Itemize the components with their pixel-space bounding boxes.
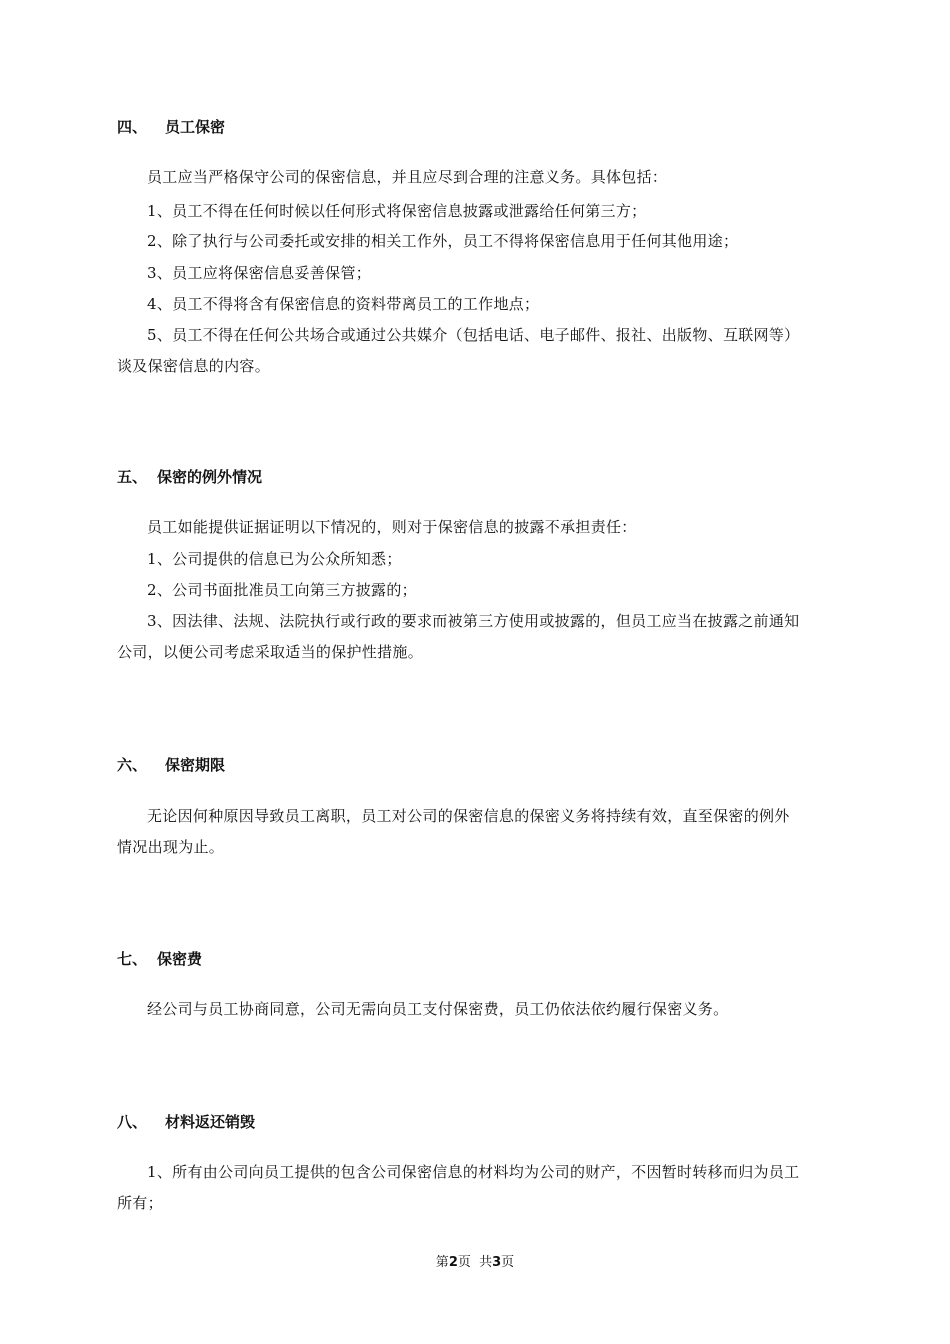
paragraph: 员工应当严格保守公司的保密信息，并且应尽到合理的注意义务。具体包括： [147, 168, 668, 186]
paragraph: 无论因何种原因导致员工离职，员工对公司的保密信息的保密义务将持续有效，直至保密的例外 [147, 807, 790, 825]
section-title: 材料返还销毁 [165, 1113, 256, 1131]
section-number: 七、 [117, 950, 148, 968]
page-footer [0, 1251, 950, 1270]
list-item-continuation: 所有； [117, 1194, 163, 1212]
section-heading-8 [117, 1111, 255, 1132]
list-item: 1、公司提供的信息已为公众所知悉； [147, 550, 402, 568]
list-item: 3、因法律、法规、法院执行或行政的要求而被第三方使用或披露的，但员工应当在披露之前通知 [147, 612, 800, 630]
list-item: 2、公司书面批准员工向第三方披露的； [147, 581, 417, 599]
list-item: 1、所有由公司向员工提供的包含公司保密信息的材料均为公司的财产，不因暂时转移而归为员工 [147, 1163, 800, 1181]
section-number: 八、 [117, 1113, 148, 1131]
paragraph: 经公司与员工协商同意，公司无需向员工支付保密费，员工仍依法依约履行保密义务。 [147, 1000, 729, 1018]
paragraph: 员工如能提供证据证明以下情况的，则对于保密信息的披露不承担责任： [147, 518, 637, 536]
section-title: 保密的例外情况 [157, 468, 263, 486]
list-item: 3、员工应将保密信息妥善保管； [147, 264, 372, 282]
footer-middle: 页 共 [457, 1255, 493, 1270]
list-item: 2、除了执行与公司委托或安排的相关工作外，员工不得将保密信息用于任何其他用途； [147, 232, 739, 250]
section-heading-6 [117, 754, 225, 775]
section-heading-7 [117, 948, 202, 969]
footer-suffix: 页 [501, 1255, 515, 1270]
section-number: 五、 [117, 468, 148, 486]
footer-prefix: 第 [435, 1255, 449, 1270]
list-item: 5、员工不得在任何公共场合或通过公共媒介（包括电话、电子邮件、报社、出版物、互联网等） [147, 326, 800, 344]
section-heading-5 [117, 466, 262, 487]
section-title: 保密费 [157, 950, 203, 968]
list-item-continuation: 公司，以便公司考虑采取适当的保护性措施。 [117, 643, 424, 661]
section-number: 四、 [117, 118, 148, 136]
section-number: 六、 [117, 756, 148, 774]
list-item: 4、员工不得将含有保密信息的资料带离员工的工作地点； [147, 295, 540, 313]
section-heading-4 [117, 116, 225, 137]
section-title: 员工保密 [165, 118, 226, 136]
paragraph-continuation: 情况出现为止。 [117, 838, 225, 856]
total-page-count: 3 [492, 1255, 502, 1270]
section-title: 保密期限 [165, 756, 226, 774]
current-page-number: 2 [448, 1255, 458, 1270]
list-item: 1、员工不得在任何时候以任何形式将保密信息披露或泄露给任何第三方； [147, 202, 647, 220]
list-item-continuation: 谈及保密信息的内容。 [117, 357, 271, 375]
